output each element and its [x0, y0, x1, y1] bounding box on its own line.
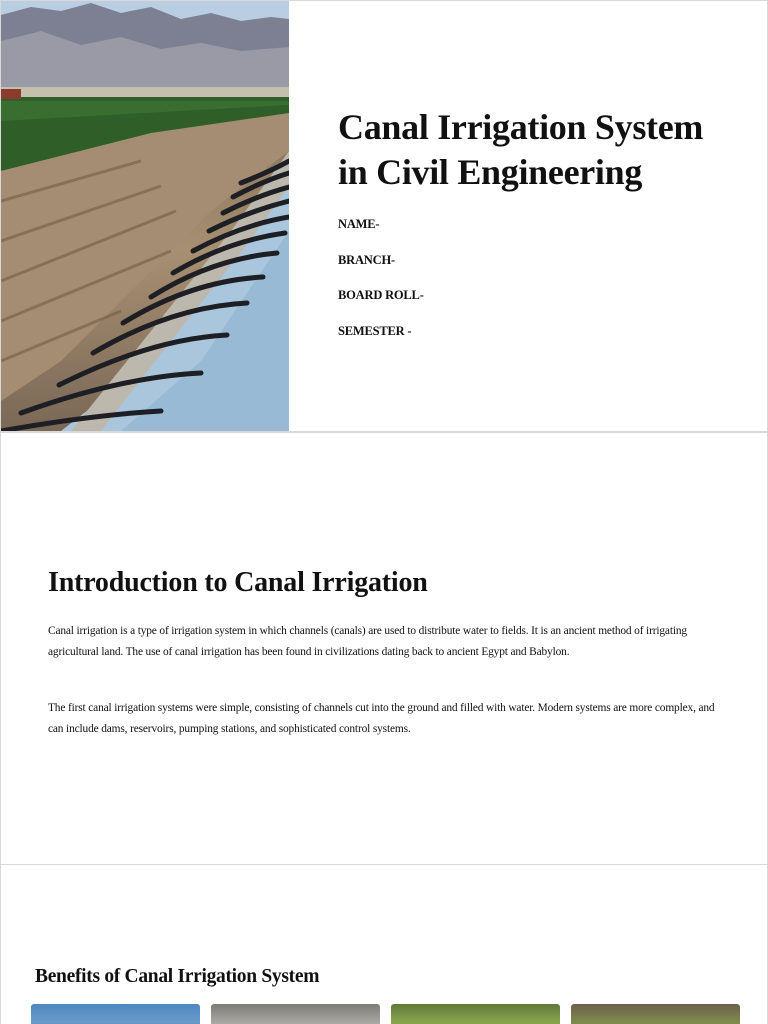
- canal-irrigation-photo: [1, 1, 289, 431]
- canal-irrigation-illustration: [1, 1, 289, 431]
- branch-field-label: BRANCH-: [338, 252, 395, 267]
- benefit-image-water-tanks: [211, 1004, 380, 1024]
- benefit-image-mountain-valley: [31, 1004, 200, 1024]
- introduction-paragraph-2: The first canal irrigation systems were simple, consisting of channels cut into the ground and filled with water. Modern systems are more complex, and can include dams, reservoirs, pumping stations, and sophisticated control systems.: [48, 702, 715, 735]
- introduction-heading: Introduction to Canal Irrigation: [48, 567, 428, 598]
- title-slide: [0, 0, 768, 432]
- benefits-slide: [0, 864, 768, 1024]
- introduction-paragraph-1: Canal irrigation is a type of irrigation system in which channels (canals) are used to distribute water to fields. It is an ancient method of irrigating agricultural land. The use of canal irrigation has been found in civilizations dating back to ancient Egypt and Babylon.: [48, 625, 687, 658]
- benefits-image-row: [31, 1004, 740, 1024]
- presentation-title: Canal Irrigation System in Civil Engineering: [338, 107, 704, 192]
- student-details: [338, 217, 738, 359]
- benefit-image-farmland: [571, 1004, 740, 1024]
- benefit-image-green-field: [391, 1004, 560, 1024]
- board-roll-field-label: BOARD ROLL-: [338, 288, 424, 302]
- benefits-heading: Benefits of Canal Irrigation System: [35, 966, 320, 987]
- introduction-slide: [0, 432, 768, 865]
- semester-field-label: SEMESTER -: [338, 323, 412, 338]
- name-field-label: NAME-: [338, 217, 380, 231]
